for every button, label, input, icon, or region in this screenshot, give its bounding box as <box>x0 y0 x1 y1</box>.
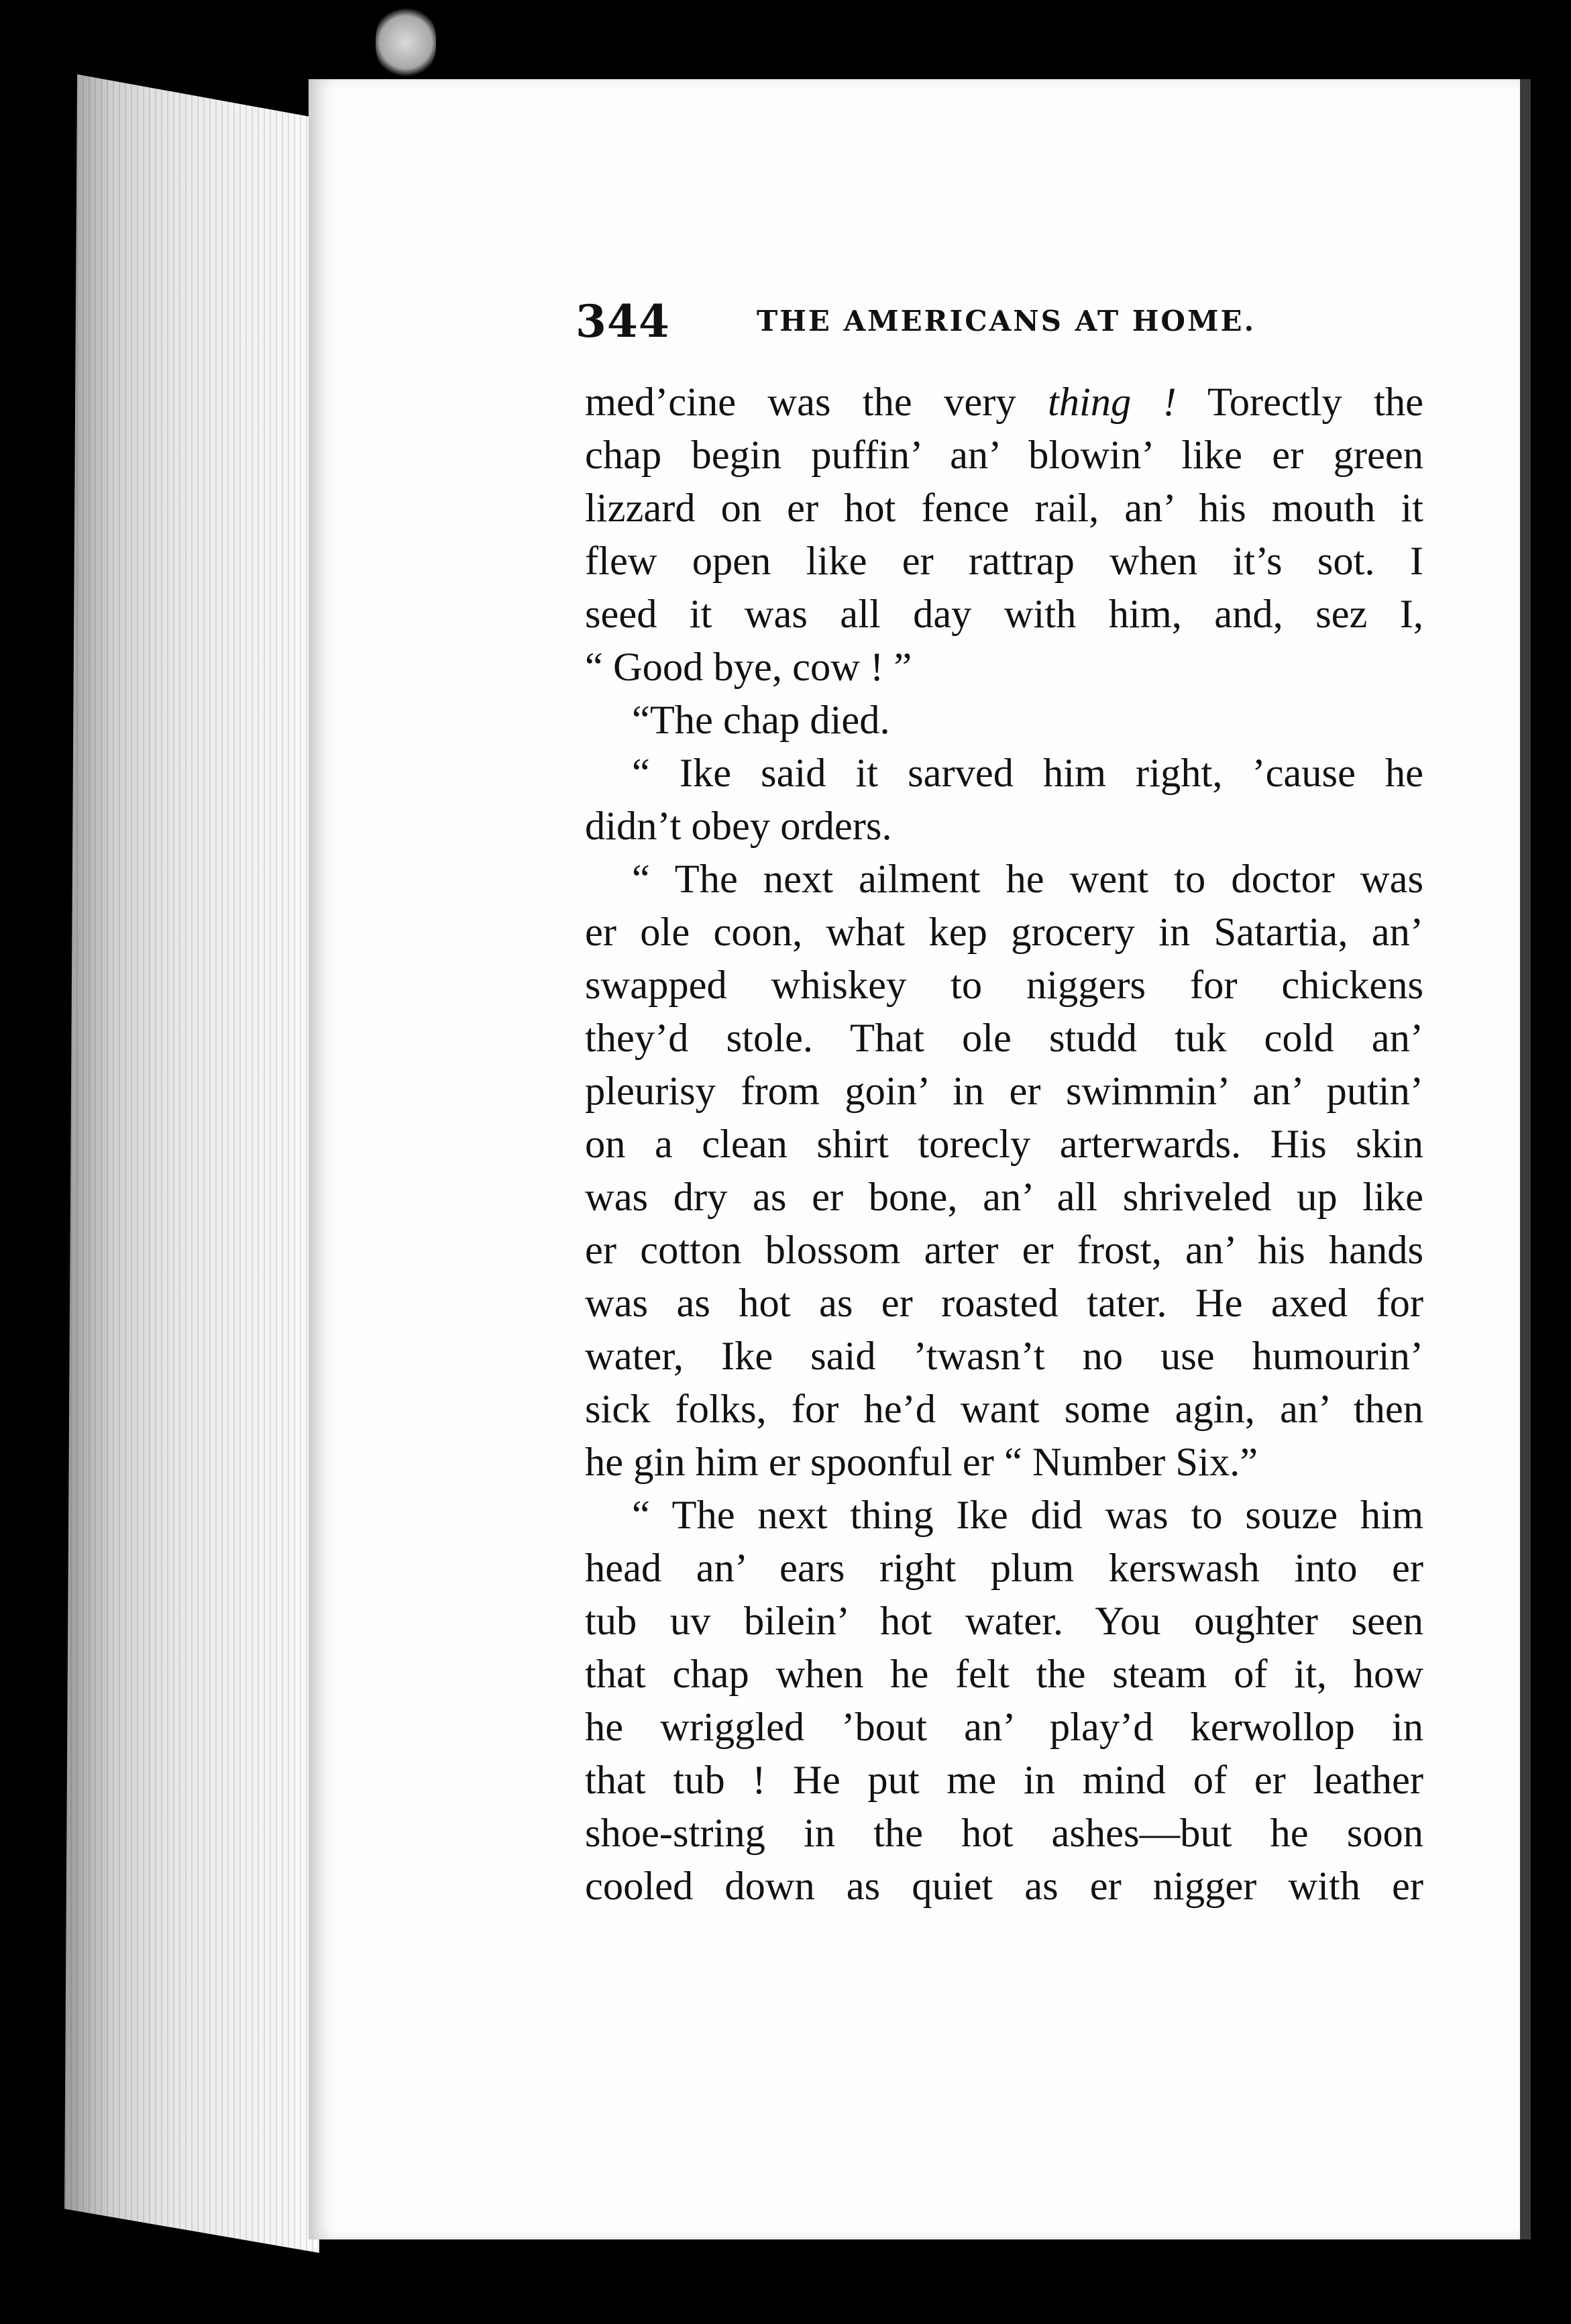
body-text <box>585 376 1423 1913</box>
text-line-17: er cotton blossom arter er frost, an’ his hands <box>585 1228 1423 1273</box>
text-line-10: “ The next ailment he went to doctor was <box>632 857 1423 902</box>
text-line-13: they’d stole. That ole studd tuk cold an’ <box>585 1016 1423 1061</box>
text-line-26: he wriggled ’bout an’ play’d kerwollop in <box>585 1705 1423 1750</box>
text-line-8: “ Ike said it sarved him right, ’cause he <box>632 751 1423 796</box>
text-line-14: pleurisy from goin’ in er swimmin’ an’ putin’ <box>585 1069 1423 1114</box>
page-number: 344 <box>576 295 670 348</box>
text-line-7: “The chap died. <box>632 698 890 743</box>
text-line-20: sick folks, for he’d want some agin, an’ then <box>585 1387 1423 1432</box>
text-line-28: shoe-string in the hot ashes—but he soon <box>585 1811 1423 1856</box>
emphasized-word: thing ! <box>1047 380 1177 425</box>
text-line-1: med’cine was the very thing ! Torectly the <box>585 380 1423 425</box>
running-head <box>576 295 1448 349</box>
page-edge-lines <box>64 52 319 2253</box>
text-line-25: that chap when he felt the steam of it, how <box>585 1652 1423 1697</box>
torn-paper-corner <box>376 5 436 79</box>
gutter-shadow <box>309 79 335 2239</box>
text-line-24: tub uv bilein’ hot water. You oughter seen <box>585 1599 1423 1644</box>
text-line-18: was as hot as er roasted tater. He axed for <box>585 1281 1423 1326</box>
text-line-23: head an’ ears right plum kerswash into er <box>585 1546 1423 1591</box>
page-edges <box>64 52 319 2253</box>
text-line-11: er ole coon, what kep grocery in Satartia, an’ <box>585 910 1423 955</box>
text-line-6: “ Good bye, cow ! ” <box>585 645 912 690</box>
text-line-2: chap begin puffin’ an’ blowin’ like er green <box>585 433 1423 478</box>
text-line-9: didn’t obey orders. <box>585 804 892 849</box>
text-line-4: flew open like er rattrap when it’s sot. I <box>585 539 1423 584</box>
text-line-21: he gin him er spoonful er “ Number Six.” <box>585 1440 1258 1485</box>
text-line-16: was dry as er bone, an’ all shriveled up like <box>585 1175 1423 1220</box>
text-line-27: that tub ! He put me in mind of er leather <box>585 1758 1423 1803</box>
text-line-19: water, Ike said ’twasn’t no use humourin’ <box>585 1334 1423 1379</box>
text-line-29: cooled down as quiet as er nigger with er <box>585 1864 1423 1909</box>
running-title: THE AMERICANS AT HOME. <box>757 305 1256 337</box>
text-line-5: seed it was all day with him, and, sez I, <box>585 592 1423 637</box>
text-line-12: swapped whiskey to niggers for chickens <box>585 963 1423 1008</box>
text-line-15: on a clean shirt torecly arterwards. His skin <box>585 1122 1423 1167</box>
text-line-3: lizzard on er hot fence rail, an’ his mouth it <box>585 486 1423 531</box>
text-line-22: “ The next thing Ike did was to souze him <box>632 1493 1423 1538</box>
